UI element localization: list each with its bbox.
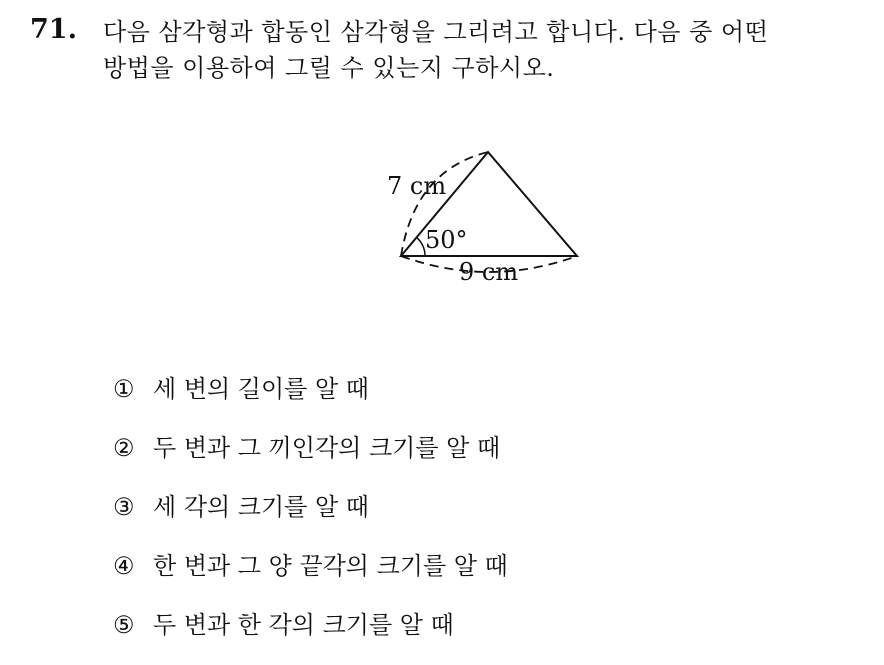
answer-choices	[113, 370, 508, 665]
choice-4-marker: ④	[113, 552, 135, 580]
triangle-svg	[375, 140, 595, 290]
choice-1[interactable]	[113, 370, 508, 409]
side-b-label: 9 cm	[459, 258, 519, 286]
question-stem	[103, 14, 873, 86]
side-a-label: 7 cm	[387, 172, 447, 200]
angle-arc	[416, 237, 425, 256]
choice-5-marker: ⑤	[113, 611, 135, 639]
choice-2[interactable]	[113, 429, 508, 468]
choice-3-text: 세 각의 크기를 알 때	[153, 493, 369, 521]
choice-4-text: 한 변과 그 양 끝각의 크기를 알 때	[153, 552, 508, 580]
question-text-line-2: 방법을 이용하여 그릴 수 있는지 구하시오.	[103, 54, 555, 82]
choice-2-text: 두 변과 그 끼인각의 크기를 알 때	[153, 434, 501, 462]
choice-5-text: 두 변과 한 각의 크기를 알 때	[153, 611, 454, 639]
question-number: 71.	[30, 14, 77, 45]
question-text-line-1: 다음 삼각형과 합동인 삼각형을 그리려고 합니다. 다음 중 어떤	[103, 18, 769, 46]
choice-5[interactable]	[113, 606, 508, 645]
choice-3-marker: ③	[113, 493, 135, 521]
triangle-figure	[375, 140, 595, 290]
choice-1-marker: ①	[113, 375, 135, 403]
angle-label: 50°	[425, 226, 468, 254]
choice-4[interactable]	[113, 547, 508, 586]
choice-2-marker: ②	[113, 434, 135, 462]
choice-3[interactable]	[113, 488, 508, 527]
choice-1-text: 세 변의 길이를 알 때	[153, 375, 369, 403]
